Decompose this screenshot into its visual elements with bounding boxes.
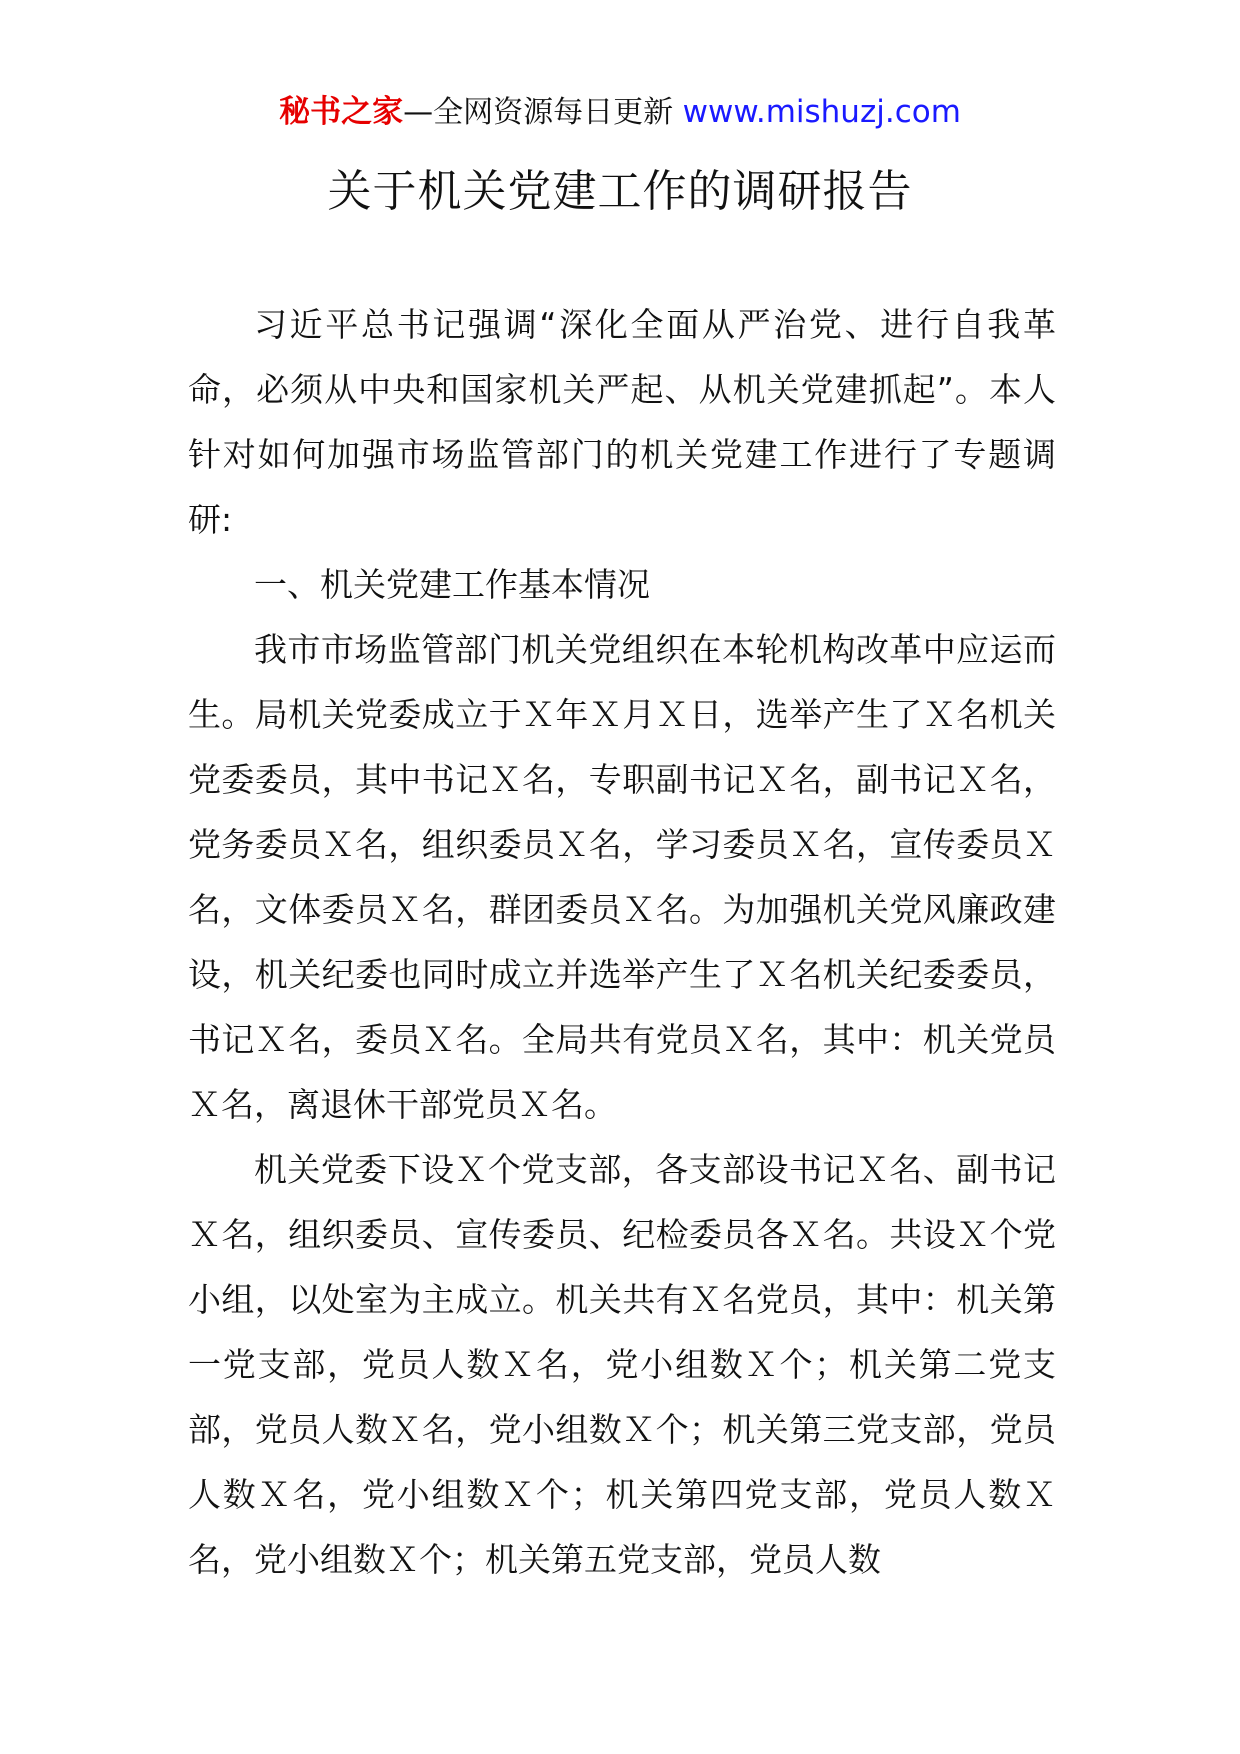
paragraph-party-committee: 我市市场监管部门机关党组织在本轮机构改革中应运而生。局机关党委成立于Ｘ年Ｘ月Ｘ日，选举产生了Ｘ名机关党委委员，其中书记Ｘ名，专职副书记Ｘ名，副书记Ｘ名，党务委员Ｘ名，组织委员Ｘ名，学习委员Ｘ名，宣传委员Ｘ名，文体委员Ｘ名，群团委员Ｘ名。为加强机关党风廉政建设，机关纪委也同时成立并选举产生了Ｘ名机关纪委委员，书记Ｘ名，委员Ｘ名。全局共有党员Ｘ名，其中：机关党员Ｘ名，离退休干部党员Ｘ名。 [188, 630, 1057, 1124]
paragraph-party-branches: 机关党委下设Ｘ个党支部，各支部设书记Ｘ名、副书记Ｘ名，组织委员、宣传委员、纪检委员各Ｘ名。共设Ｘ个党小组，以处室为主成立。机关共有Ｘ名党员，其中：机关第一党支部，党员人数Ｘ名，党小组数Ｘ个；机关第二党支部，党员人数Ｘ名，党小组数Ｘ个；机关第三党支部，党员人数Ｘ名，党小组数Ｘ个；机关第四党支部，党员人数Ｘ名，党小组数Ｘ个；机关第五党支部，党员人数 [188, 1150, 1057, 1579]
header-tagline: —全网资源每日更新 [403, 95, 683, 130]
section-heading-1: 一、机关党建工作基本情况 [254, 565, 650, 604]
site-header [0, 92, 1240, 133]
site-link[interactable]: www.mishuzj.com [682, 94, 961, 130]
document-title: 关于机关党建工作的调研报告 [327, 166, 913, 217]
paragraph-intro: 习近平总书记强调“深化全面从严治党、进行自我革命，必须从中央和国家机关严起、从机关党建抓起”。本人针对如何加强市场监管部门的机关党建工作进行了专题调研: [188, 305, 1056, 539]
document-body [188, 292, 1056, 1592]
brand-name: 秘书之家 [279, 94, 404, 130]
